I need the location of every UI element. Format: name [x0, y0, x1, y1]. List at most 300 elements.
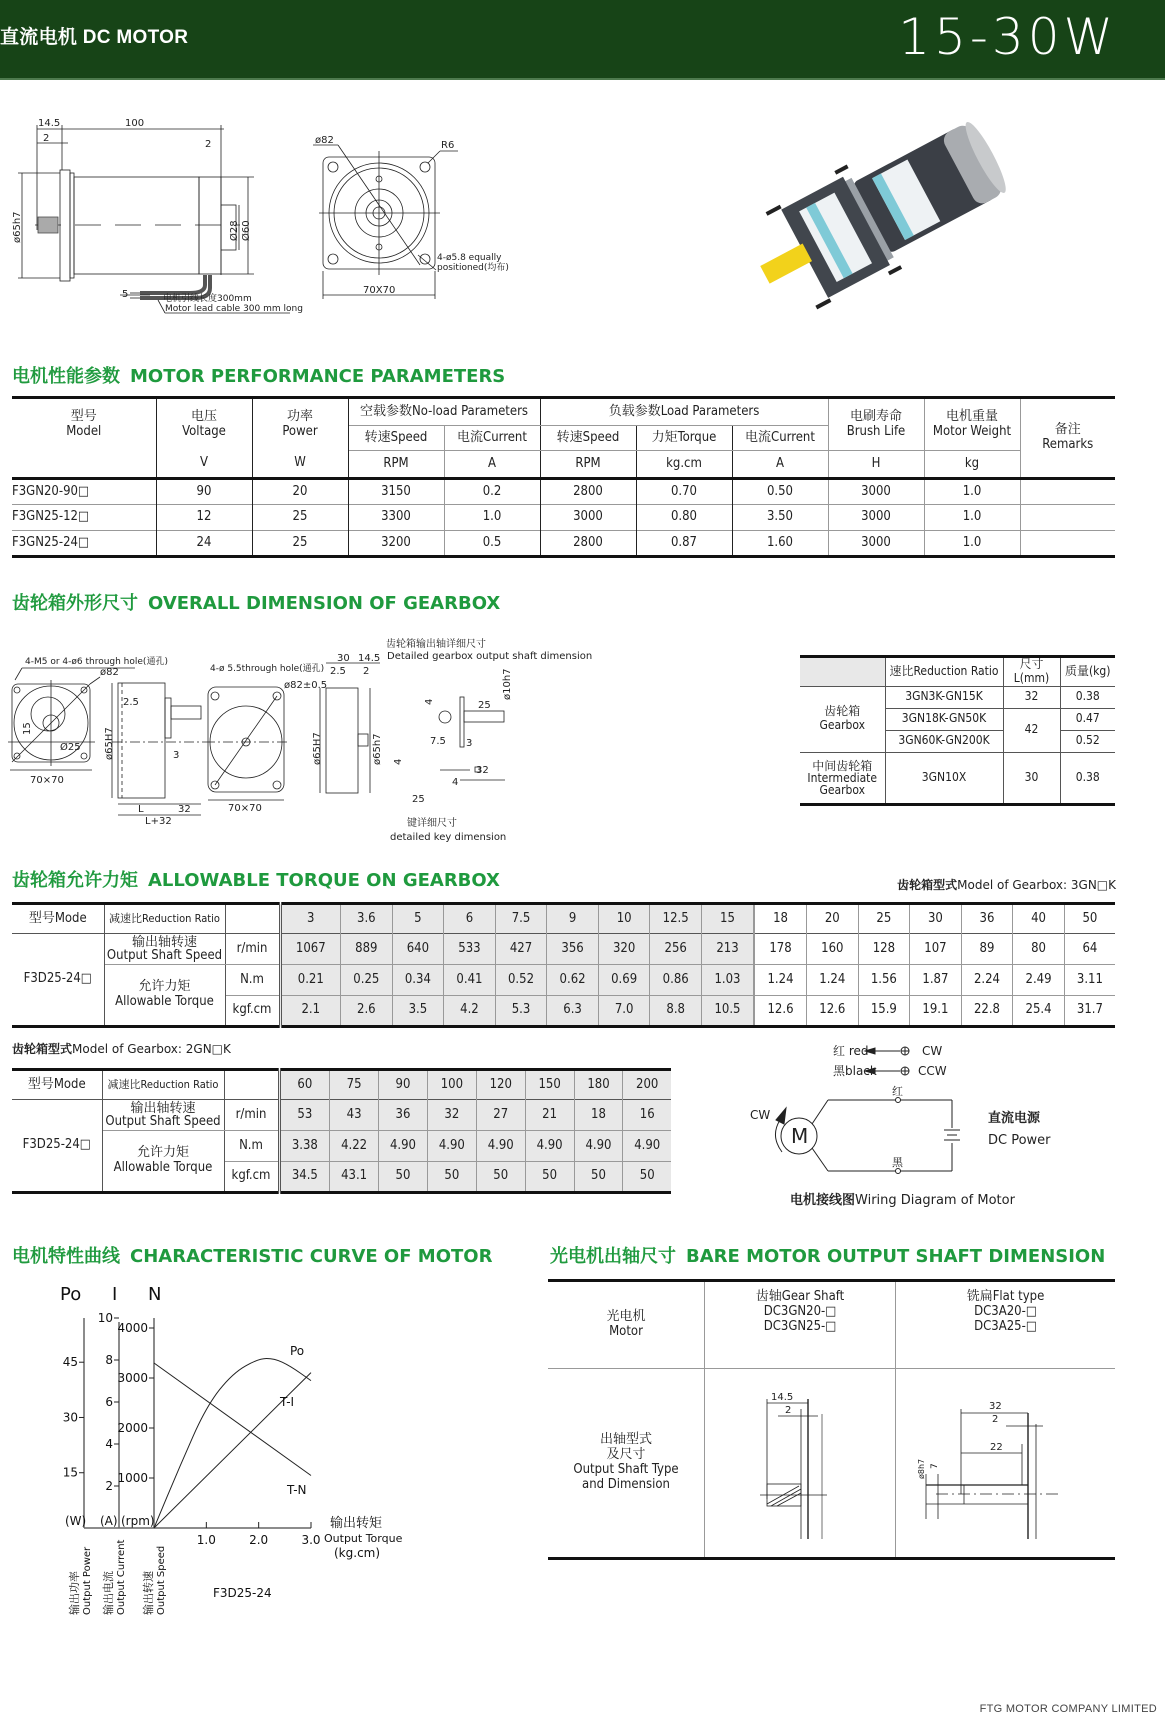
gb-dim-32: 32 [178, 804, 191, 815]
unit-h: H [828, 451, 924, 479]
gearbox-model-2gn-zh: 齿轮箱型式 [12, 1042, 73, 1056]
t2-torque-label: 允许力矩 Allowable Torque [102, 1131, 224, 1193]
t2-nm-cell: 4.90 [379, 1131, 428, 1162]
t1-speed-cell: 320 [598, 934, 650, 965]
t2-speed-cell: 32 [427, 1100, 476, 1131]
gb-th-length: 尺寸L(mm) [1003, 657, 1060, 687]
t1-nm-cell: 0.41 [444, 965, 496, 996]
y-tick-label: 2 [105, 1479, 113, 1493]
perf-cell-nl_speed: 3300 [348, 505, 444, 531]
t1-speed-cell: 128 [858, 934, 910, 965]
gb-dim-2-5b: 2.5 [330, 666, 346, 677]
dim-14-5: 14.5 [38, 118, 61, 129]
t1-nm-cell: 3.11 [1076, 971, 1103, 987]
motor-side-view [18, 125, 290, 313]
perf-cell-weight: 1.0 [924, 505, 1020, 531]
gear-shaft-cell [705, 1281, 896, 1369]
dc-power-zh: 直流电源 [988, 1111, 1041, 1126]
unit-a: A [444, 451, 540, 479]
series-label-ti: T-I [280, 1395, 295, 1409]
t1-speed-cell: 213 [701, 934, 754, 965]
t2-unit-speed: r/min [224, 1100, 279, 1131]
gearbox-model-2gn [12, 1040, 231, 1057]
t1-speed-cell: 1067 [280, 934, 341, 965]
cable-note-zh: 电机引线长度300mm [163, 294, 252, 304]
characteristic-curve-chart [0, 1270, 500, 1620]
gear-shaft-drawing [705, 1369, 895, 1552]
performance-section-title [12, 362, 505, 388]
perf-cell-nl_current: 0.5 [444, 531, 540, 557]
th-noload: 空载参数No-load Parameters [348, 398, 540, 426]
perf-cell-l_current: 1.60 [732, 531, 828, 557]
gb-holes-note: 4-M5 or 4-ø6 through hole(通孔) [25, 657, 168, 667]
gearbox-front-view-2 [205, 687, 288, 800]
t2-ratios-cell: 150 [525, 1070, 574, 1100]
gb-dim-65H7: ø65H7 [104, 727, 115, 760]
bare-shaft-section-title [550, 1242, 1105, 1268]
t1-ratios-cell: 6 [444, 904, 496, 934]
th-voltage: 电压 Voltage [156, 398, 252, 451]
gb-dim-25: Ø25 [60, 742, 81, 753]
perf-cell-weight: 1.0 [924, 531, 1020, 557]
y-label-i-en: Output Current [116, 1539, 127, 1615]
flat-type-model-1: DC3A20-□ [974, 1303, 1037, 1319]
t2-speed-cell: 18 [574, 1100, 623, 1131]
t2-nm-cell: 4.90 [427, 1131, 476, 1162]
flat-type-model-2: DC3A25-□ [974, 1318, 1037, 1334]
t1-ratios-cell: 20 [807, 904, 859, 934]
t1-speed-cell: 356 [547, 934, 599, 965]
shaft-dim-10h7: ø10h7 [502, 668, 513, 700]
t1-nm-cell: 1.03 [701, 965, 754, 996]
t2-unit-nm: N.m [224, 1131, 279, 1162]
t1-ratios-cell: 50 [1082, 910, 1098, 926]
perf-cell-voltage: 24 [156, 531, 252, 557]
t2-nm-cell: 4.22 [330, 1131, 379, 1162]
gb-dim-65H7b: ø65H7 [312, 732, 323, 765]
key-detail-title-en: detailed key dimension [390, 832, 507, 843]
gearbox-front-view-1 [8, 668, 135, 770]
t1-nm-cell: 1.87 [910, 965, 962, 996]
unit-w: W [252, 451, 348, 479]
t1-kgf-cell: 25.4 [1013, 996, 1065, 1027]
t1-kgf-cell: 7.0 [598, 996, 650, 1027]
t1-ratios-cell: 3 [280, 904, 341, 934]
t2-ratios-cell: 100 [427, 1070, 476, 1100]
series-label-tn: T-N [287, 1483, 307, 1497]
flat-dim-2: 2 [992, 1414, 999, 1425]
chart-model: F3D25-24 [213, 1586, 272, 1600]
perf-cell-power: 25 [252, 505, 348, 531]
x-label-zh: 输出转矩 [330, 1516, 383, 1531]
perf-cell-torque: 0.70 [636, 479, 732, 505]
gb-dim-82: ø82 [100, 667, 119, 678]
performance-title-en: MOTOR PERFORMANCE PARAMETERS [130, 366, 506, 387]
t2-nm-cell: 4.90 [623, 1131, 671, 1162]
perf-cell-power: 25 [252, 531, 348, 557]
t2-ratios-cell: 90 [379, 1070, 428, 1100]
t2-th-ratio: 减速比Reduction Ratio [102, 1070, 224, 1100]
t1-ratios-cell: 15 [701, 904, 754, 934]
torque-table-3gn [12, 902, 1115, 1028]
y-tick-label: 2000 [117, 1421, 148, 1435]
t1-speed-cell: 533 [444, 934, 496, 965]
t1-kgf-cell: 10.5 [701, 996, 754, 1027]
shaft-dim-3: 3 [466, 738, 473, 749]
perf-cell-nl_current: 0.2 [444, 479, 540, 505]
motor-dimension-drawing [0, 115, 520, 320]
t1-speed-cell: 178 [754, 934, 807, 965]
bare-motor-label: 光电机 Motor [548, 1281, 705, 1369]
unit-a2: A [732, 451, 828, 479]
dim-60: Ø60 [241, 220, 252, 241]
key-dim-25: 25 [412, 794, 425, 805]
t1-nm-cell: 2.24 [961, 965, 1013, 996]
x-tick-label: 3.0 [301, 1533, 321, 1547]
rotation-cw-label: CW [750, 1108, 771, 1122]
gearbox-dimension-drawing [0, 630, 790, 850]
t2-ratios-cell: 200 [623, 1070, 671, 1100]
wire-cw-label: CW [922, 1044, 943, 1058]
x-label-unit: (kg.cm) [334, 1546, 381, 1560]
t1-kgf-cell: 2.1 [280, 996, 341, 1027]
unit-kgcm: kg.cm [636, 451, 732, 479]
wire-black-label: 黑black [833, 1064, 877, 1078]
t2-nm-cell: 4.90 [574, 1131, 623, 1162]
t1-unit-kgf: kgf.cm [225, 996, 280, 1027]
perf-cell-remarks [1020, 531, 1115, 557]
t2-kgf-cell: 50 [574, 1162, 623, 1193]
t1-ratios-cell: 3.6 [341, 904, 393, 934]
header-title: 直流电机 DC MOTOR [0, 27, 189, 48]
t2-speed-cell: 16 [623, 1100, 671, 1131]
shaft-dim-32: 32 [476, 765, 489, 776]
perf-cell-torque: 0.80 [636, 505, 732, 531]
th-load: 负载参数Load Parameters [540, 398, 828, 426]
th-l-current: 电流Current [732, 426, 828, 451]
performance-row [12, 505, 1115, 531]
t1-ratios-cell: 7.5 [495, 904, 547, 934]
t1-ratios-cell: 25 [858, 904, 910, 934]
t1-kgf-cell: 2.6 [341, 996, 393, 1027]
gb-ratio-1: 3GN3K-GN15K [885, 686, 1003, 708]
gb-ratio-4: 3GN10X [885, 752, 1003, 804]
gearbox-model-3gn [897, 876, 1116, 893]
t1-kgf-cell: 8.8 [650, 996, 702, 1027]
perf-cell-brush: 3000 [828, 479, 924, 505]
motor-symbol: M [791, 1124, 809, 1148]
t2-kgf-cell: 34.5 [279, 1162, 330, 1193]
gb-dim-3: 3 [173, 750, 180, 761]
t1-ratios-cell: 5 [392, 904, 444, 934]
series-line-t-n [154, 1363, 311, 1476]
gb-mass-3: 0.52 [1075, 733, 1100, 748]
dim-2a: 2 [43, 133, 50, 144]
t1-speed-cell: 107 [910, 934, 962, 965]
perf-cell-l_speed: 2800 [540, 479, 636, 505]
perf-cell-model: F3GN25-24□ [12, 531, 156, 557]
flat-dim-7: 7 [930, 1463, 940, 1469]
dim-70x70: 70X70 [363, 285, 396, 296]
t2-speed-cell: 53 [279, 1100, 330, 1131]
gearbox-model-2gn-en: Model of Gearbox: 2GN□K [72, 1042, 231, 1056]
t1-nm-cell: 0.62 [547, 965, 599, 996]
x-tick-label: 1.0 [196, 1533, 216, 1547]
t1-torque-label: 允许力矩 Allowable Torque [104, 965, 225, 1027]
dim-28: Ø28 [229, 220, 240, 241]
bare-shaft-table [548, 1279, 1115, 1560]
gb-mass-2: 0.47 [1075, 711, 1100, 726]
performance-table [12, 396, 1115, 558]
gearbox-spec-table [800, 655, 1115, 806]
t1-unit-speed: r/min [225, 934, 280, 965]
key-detail-title-zh: 键详细尺寸 [407, 818, 457, 829]
gb-th-ratio: 速比Reduction Ratio [885, 657, 1003, 687]
gb-dim-15: 15 [22, 722, 33, 735]
performance-row [12, 479, 1115, 505]
x-label-en: Output Torque [324, 1532, 403, 1545]
t2-kgf-cell: 50 [379, 1162, 428, 1193]
y-tick-label: 45 [62, 1355, 78, 1370]
flat-dim-32: 32 [989, 1401, 1002, 1412]
perf-cell-l_speed: 2800 [540, 531, 636, 557]
bare-shaft-title-en: BARE MOTOR OUTPUT SHAFT DIMENSION [686, 1246, 1106, 1267]
gb-dim-L: L [138, 804, 144, 815]
t1-ratios-cell: 18 [754, 904, 807, 934]
t2-th-mode: 型号Mode [12, 1070, 102, 1100]
gb-dim-2-5: 2.5 [123, 697, 139, 708]
t2-speed-cell: 36 [379, 1100, 428, 1131]
flat-type-cell [896, 1281, 1116, 1369]
t2-kgf-cell: 50 [427, 1162, 476, 1193]
curve-section-title [12, 1242, 492, 1268]
gb-length-2: 42 [1003, 708, 1060, 752]
footer-company: FTG MOTOR COMPANY LIMITED [979, 1703, 1157, 1715]
gb-mass-4: 0.38 [1075, 769, 1100, 784]
perf-cell-remarks [1020, 479, 1115, 505]
t1-kgf-cell: 4.2 [444, 996, 496, 1027]
y-tick-label: 3000 [117, 1371, 148, 1385]
gear-dim-14-5: 14.5 [771, 1392, 794, 1403]
perf-cell-torque: 0.87 [636, 531, 732, 557]
th-l-speed: 转速Speed [540, 426, 636, 451]
dim-r6: R6 [441, 140, 455, 151]
product-photo [745, 130, 1015, 310]
t2-ratios-cell: 120 [476, 1070, 525, 1100]
gb-dim-82b: ø82±0.5 [284, 680, 328, 691]
perf-cell-brush: 3000 [828, 531, 924, 557]
t2-kgf-cell: 50 [525, 1162, 574, 1193]
t2-kgf-cell: 50 [623, 1162, 671, 1193]
y-tick-label: 4 [105, 1437, 113, 1451]
flat-shaft-drawing-cell [896, 1369, 1116, 1559]
gear-shaft-model-1: DC3GN20-□ [763, 1303, 837, 1319]
t1-nm-cell: 1.56 [858, 965, 910, 996]
t1-kgf-cell: 6.3 [547, 996, 599, 1027]
holes-note-2: positioned(均布) [437, 263, 509, 273]
t1-nm-cell: 2.49 [1013, 965, 1065, 996]
y-label-i-zh: 输出电流 [102, 1571, 115, 1615]
unit-v: V [156, 451, 252, 479]
dim-82: ø82 [315, 135, 334, 146]
t2-speed-cell: 27 [476, 1100, 525, 1131]
gb-length-4: 30 [1003, 752, 1060, 804]
th-torque: 力矩Torque [636, 426, 732, 451]
shaft-detail-title-zh: 齿轮箱输出轴详细尺寸 [386, 639, 486, 650]
gearbox-dim-title-en: OVERALL DIMENSION OF GEARBOX [148, 593, 501, 614]
wire-ccw-label: CCW [918, 1064, 947, 1078]
performance-row [12, 531, 1115, 557]
perf-cell-model: F3GN20-90□ [12, 479, 156, 505]
series-label-po: Po [290, 1344, 305, 1358]
t1-kgf-cell: 31.7 [1076, 1002, 1103, 1018]
t1-speed-cell: 89 [961, 934, 1013, 965]
perf-cell-voltage: 12 [156, 505, 252, 531]
flat-dim-22: 22 [990, 1442, 1003, 1453]
dc-power-en: DC Power [988, 1133, 1051, 1148]
th-power: 功率 Power [252, 398, 348, 451]
t2-kgf-cell: 43.1 [330, 1162, 379, 1193]
perf-cell-nl_speed: 3150 [348, 479, 444, 505]
dim-2b: 2 [205, 139, 212, 150]
y-tick-label: 30 [62, 1410, 78, 1425]
t2-nm-cell: 4.90 [525, 1131, 574, 1162]
t1-kgf-cell: 3.5 [392, 996, 444, 1027]
gb-th-mass: 质量(kg) [1064, 663, 1111, 678]
wiring-diagram [690, 1030, 1051, 1215]
t2-speed-cell: 43 [330, 1100, 379, 1131]
t1-speed-cell: 889 [341, 934, 393, 965]
shaft-dim-25: 25 [478, 700, 491, 711]
gb-dim-2: 2 [363, 666, 370, 677]
torque-title-en: ALLOWABLE TORQUE ON GEARBOX [148, 870, 500, 891]
t1-nm-cell: 1.24 [754, 965, 807, 996]
series-line-po [154, 1359, 311, 1528]
axis-head-po: Po [60, 1284, 82, 1305]
holes-note-1: 4-ø5.8 equally [437, 253, 502, 263]
unit-kg: kg [924, 451, 1020, 479]
t1-ratios-cell: 40 [1013, 904, 1065, 934]
power-range: 15-30W [898, 8, 1117, 66]
t1-nm-cell: 1.24 [807, 965, 859, 996]
th-nl-speed: 转速Speed [348, 426, 444, 451]
dim-100: 100 [125, 118, 145, 129]
gear-shaft-model-2: DC3GN25-□ [763, 1318, 837, 1334]
axis-head-i: I [112, 1284, 118, 1305]
gb-mass-1: 0.38 [1075, 689, 1100, 704]
y-label-n-en: Output Speed [156, 1545, 167, 1615]
x-tick-label: 2.0 [249, 1533, 269, 1547]
gear-shaft-title: 齿轴Gear Shaft [755, 1289, 845, 1304]
gb-holes-note-2: 4-ø 5.5through hole(通孔) [210, 664, 325, 674]
perf-cell-l_current: 0.50 [732, 479, 828, 505]
gb-dim-70x70: 70×70 [30, 775, 64, 786]
gb-dim-L32: L+32 [145, 816, 172, 827]
y-tick-label: 10 [97, 1311, 113, 1325]
torque-table-2gn [12, 1068, 671, 1194]
t1-nm-cell: 0.69 [598, 965, 650, 996]
t1-speed-cell: 427 [495, 934, 547, 965]
t1-speed-cell: 160 [807, 934, 859, 965]
gb-row-intermediate: 中间齿轮箱 Intermediate Gearbox [800, 752, 885, 804]
perf-cell-nl_current: 1.0 [444, 505, 540, 531]
flat-shaft-drawing [896, 1369, 1115, 1552]
perf-cell-l_current: 3.50 [732, 505, 828, 531]
t1-nm-cell: 0.34 [392, 965, 444, 996]
wiring-caption: 电机接线图Wiring Diagram of Motor [790, 1193, 1015, 1208]
perf-cell-model: F3GN25-12□ [12, 505, 156, 531]
th-brush: 电刷寿命 Brush Life [828, 398, 924, 451]
gearbox-dim-title-zh: 齿轮箱外形尺寸 [12, 593, 138, 614]
t1-kgf-cell: 12.6 [754, 996, 807, 1027]
perf-cell-nl_speed: 3200 [348, 531, 444, 557]
y-label-po-zh: 输出功率 [68, 1571, 81, 1615]
t1-ratios-cell: 36 [961, 904, 1013, 934]
gb-ratio-3: 3GN60K-GN200K [885, 730, 1003, 752]
dim-5: 5 [122, 289, 129, 300]
t2-speed-cell: 21 [525, 1100, 574, 1131]
gear-shaft-drawing-cell [705, 1369, 896, 1559]
y-label-n-zh: 输出转速 [142, 1571, 155, 1615]
th-model: 型号 Model [12, 398, 156, 451]
unit-a: (A) [100, 1514, 118, 1528]
gb-ratio-2: 3GN18K-GN50K [885, 708, 1003, 730]
t1-ratios-cell: 10 [598, 904, 650, 934]
t2-speed-label: 输出轴转速 Output Shaft Speed [102, 1100, 224, 1131]
torque-title-zh: 齿轮箱允许力矩 [12, 870, 138, 891]
t1-speed-label: 输出轴转速 Output Shaft Speed [104, 934, 225, 965]
motor-front-view [313, 145, 458, 299]
t2-ratios-cell: 60 [279, 1070, 330, 1100]
axis-head-n: N [148, 1284, 162, 1305]
torque-section-title [12, 866, 500, 892]
t1-unit-nm: N.m [225, 965, 280, 996]
unit-rpm: RPM [348, 451, 444, 479]
t1-kgf-cell: 22.8 [961, 996, 1013, 1027]
t2-ratios-cell: 75 [330, 1070, 379, 1100]
wire-red-zh: 红 [892, 1085, 903, 1098]
y-tick-label: 8 [105, 1353, 113, 1367]
curve-title-en: CHARACTERISTIC CURVE OF MOTOR [130, 1246, 493, 1267]
page-header [0, 0, 1165, 80]
t1-ratios-cell: 9 [547, 904, 599, 934]
t1-speed-cell: 64 [1082, 940, 1098, 956]
t2-kgf-cell: 50 [476, 1162, 525, 1193]
t1-kgf-cell: 19.1 [910, 996, 962, 1027]
t1-kgf-cell: 5.3 [495, 996, 547, 1027]
gb-length-1: 32 [1003, 686, 1060, 708]
t1-speed-cell: 640 [392, 934, 444, 965]
shaft-dim-4: 4 [424, 698, 435, 705]
unit-rpm: (rpm) [121, 1514, 155, 1528]
perf-cell-power: 20 [252, 479, 348, 505]
gb-row-gearbox: 齿轮箱 Gearbox [800, 686, 885, 752]
gb-dim-30: 30 [337, 653, 350, 664]
t1-nm-cell: 0.52 [495, 965, 547, 996]
wire-red-label: 红 red [833, 1044, 869, 1058]
perf-cell-l_speed: 3000 [540, 505, 636, 531]
t2-unit-kgf: kgf.cm [224, 1162, 279, 1193]
gb-dim-14-5: 14.5 [358, 653, 381, 664]
t2-nm-cell: 3.38 [279, 1131, 330, 1162]
unit-rpm2: RPM [540, 451, 636, 479]
y-tick-label: 15 [62, 1465, 78, 1480]
y-tick-label: 4000 [117, 1321, 148, 1335]
shaft-dim-7-5: 7.5 [430, 736, 446, 747]
shaft-detail-title-en: Detailed gearbox output shaft dimension [387, 651, 593, 662]
th-weight: 电机重量 Motor Weight [924, 398, 1020, 451]
shaft-type-label: 出轴型式 及尺寸 Output Shaft Type and Dimension [548, 1369, 705, 1559]
